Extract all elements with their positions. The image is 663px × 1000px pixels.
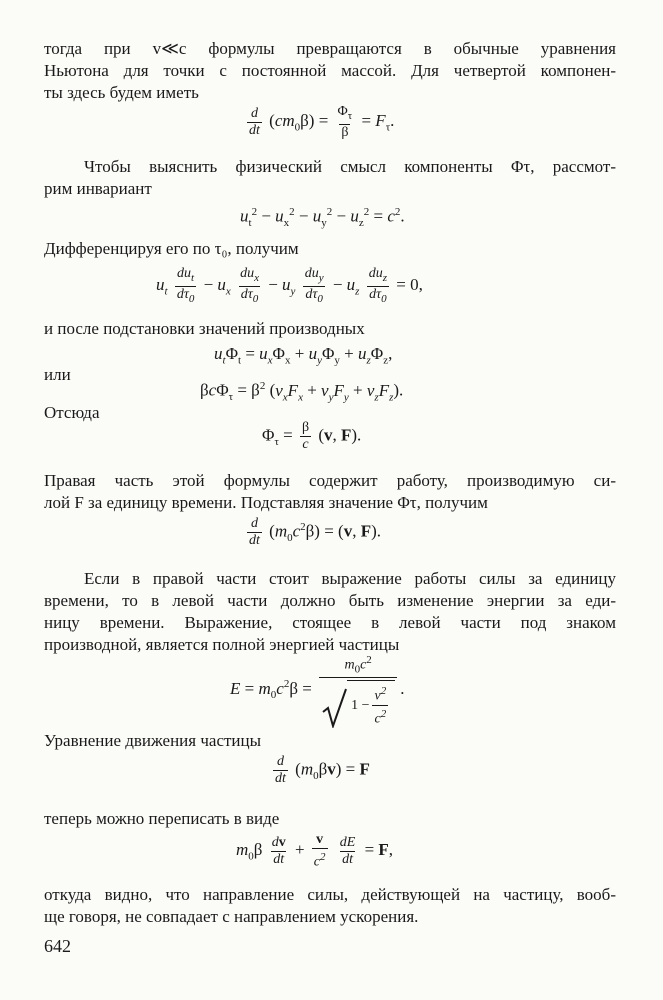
equation-6: $\Phi_\tau$ = $\frac{\beta}{c}$ (v, F). — [262, 420, 362, 452]
para-3: Дифференцируя его по τ₀, получим — [44, 239, 299, 258]
para-11-line-2: ще говоря, не совпадает с направлением ускорения. — [44, 907, 419, 926]
para-8-line-2: времени, то в левой части должно быть изменение энергии за еди- — [44, 591, 616, 610]
para-2-line-2: рим инвариант — [44, 179, 152, 198]
equation-8: $E = m_0c^2\beta$ = $m_0c^2$ 1 − $\frac{v^2}{c^2}$ . — [230, 654, 405, 727]
para-8-line-1: Если в правой части стоит выражение работы силы за единицу — [84, 569, 616, 588]
para-4: и после подстановки значений производных — [44, 319, 365, 338]
para-6: Отсюда — [44, 403, 100, 422]
equation-7: $\frac{d}{dt}$ $(m_0c^2\beta) = (v$, F). — [249, 516, 382, 548]
para-9: Уравнение движения частицы — [44, 731, 262, 750]
square-root-sign: 1 − $\frac{v^2}{c^2}$ — [321, 680, 395, 727]
para-11-line-1: откуда видно, что направление силы, действующей на частицу, вооб- — [44, 885, 616, 904]
para-5: или — [44, 365, 71, 384]
equation-10: $m_0\beta$ $\frac{dv}{dt}$ + $\frac{v}{c^2}$ $\frac{dE}{dt}$ = F, — [236, 832, 394, 870]
equation-9: $\frac{d}{dt}$ $(m_0\beta v) = F$ — [275, 754, 370, 786]
para-1-line-2: Ньютона для точки с постоянной массой. Для четвертой компонен- — [44, 61, 616, 80]
para-10: теперь можно переписать в виде — [44, 809, 280, 828]
para-8-line-4: производной, является полной энергией частицы — [44, 635, 400, 654]
equation-4: $u_t\Phi_t = u_x\Phi_x + u_y\Phi_y + u_z\Phi_z$, — [214, 344, 393, 367]
equation-5: $\beta c\Phi_\tau = \beta^2$ $(v_xF_x + v_yF_y + v_zF_z)$. — [200, 380, 404, 404]
para-7-line-1: Правая часть этой формулы содержит работу, производимую си- — [44, 471, 616, 490]
equation-1: $\frac{d}{dt}$ $(cm_0\beta)$ = $\frac{\Phi_\tau}{\beta}$ = $F_\tau$. — [249, 104, 395, 140]
para-1-line-3: ты здесь будем иметь — [44, 83, 199, 102]
para-8-line-3: ницу времени. Выражение, стоящее в левой части под знаком — [44, 613, 616, 632]
equation-2: $u_t^2 - u_x^2 - u_y^2 - u_z^2 = c^2$. — [240, 206, 405, 230]
page-number: 642 — [44, 936, 71, 956]
para-2-line-1: Чтобы выяснить физический смысл компоненты Φτ, рассмот- — [84, 157, 616, 176]
para-7-line-2: лой F за единицу времени. Подставляя значение Φτ, получим — [44, 493, 488, 512]
para-1-line-1: тогда при v≪c формулы превращаются в обычные уравнения — [44, 39, 616, 58]
equation-3: $u_t$ $\frac{du_t}{d\tau_0}$ − $u_x$ $\frac{du_x}{d\tau_0}$ − $u_y$ $\frac{du_y}{d\tau_0}$ − $u_z$ $\frac{du_z}{d\tau_0}$ = 0, — [156, 266, 423, 305]
